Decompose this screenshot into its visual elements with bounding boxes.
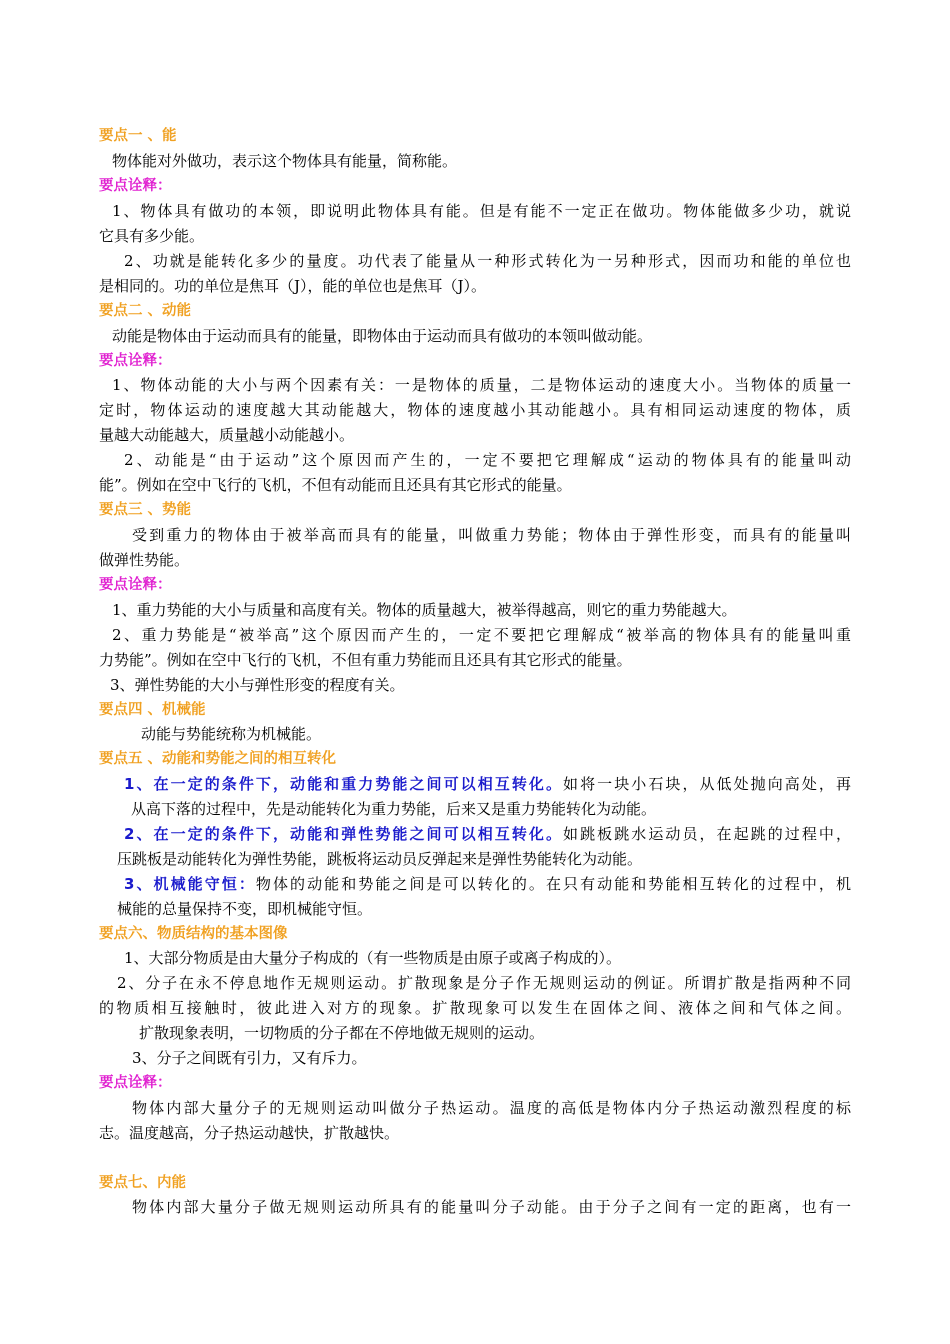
section-2-note-1-line-2: 定时，物体运动的速度越大其动能越大，物体的速度越小其动能越小。具有相同运动速度的物体，质	[99, 401, 851, 419]
section-6-note-line-1: 物体内部大量分子的无规则运动叫做分子热运动。温度的高低是物体内分子热运动激烈程度的标	[132, 1099, 851, 1117]
section-5-item-1-emphasis: 1、在一定的条件下，动能和重力势能之间可以相互转化。	[124, 775, 564, 793]
section-4-paragraph: 动能与势能统称为机械能。	[141, 725, 322, 743]
section-5-item-3-line-2: 械能的总量保持不变，即机械能守恒。	[117, 900, 373, 918]
section-5-item-2-line-2: 压跳板是动能转化为弹性势能，跳板将运动员反弹起来是弹性势能转化为动能。	[117, 850, 643, 868]
section-6-item-2-line-3: 扩散现象表明，一切物质的分子都在不停地做无规则的运动。	[139, 1024, 545, 1042]
section-5-item-3-line-1	[124, 872, 851, 897]
section-5-title: 要点五 、动能和势能之间的相互转化	[99, 751, 337, 767]
section-3-title: 要点三 、势能	[99, 502, 192, 518]
section-2-note-1-line-3: 量越大动能越大，质量越小动能越小。	[99, 426, 355, 444]
section-2-note-2-line-2: 能”。例如在空中飞行的飞机，不但有动能而且还具有其它形式的能量。	[99, 476, 572, 494]
section-6-item-1: 1、大部分物质是由大量分子构成的（有一些物质是由原子或离子构成的）。	[124, 949, 622, 967]
section-5-item-3-emphasis: 3、机械能守恒：	[124, 875, 256, 893]
section-2-note-1-line-1: 1、物体动能的大小与两个因素有关：一是物体的质量，二是物体运动的速度大小。当物体的质量一	[112, 376, 851, 394]
section-5-item-3-text: 物体的动能和势能之间是可以转化的。在只有动能和势能相互转化的过程中，机	[255, 875, 851, 893]
section-2-note-title: 要点诠释：	[99, 353, 172, 369]
section-2-note-2-line-1: 2、动能是“由于运动”这个原因而产生的，一定不要把它理解成“运动的物体具有的能量叫动	[124, 451, 851, 469]
section-1-note-title: 要点诠释：	[99, 178, 172, 194]
section-6-item-2-line-2: 的物质相互接触时，彼此进入对方的现象。扩散现象可以发生在固体之间、液体之间和气体之间。	[99, 999, 851, 1017]
section-6-note-line-2: 志。温度越高，分子热运动越快，扩散越快。	[99, 1124, 400, 1142]
section-5-item-1-text: 如将一块小石块，从低处抛向高处，再	[563, 775, 851, 793]
section-7-title: 要点七、内能	[99, 1175, 186, 1191]
section-1-note-2-line-2: 是相同的。功的单位是焦耳（J），能的单位也是焦耳（J）。	[99, 277, 487, 295]
section-6-item-3: 3、分子之间既有引力，又有斥力。	[132, 1049, 367, 1067]
section-3-paragraph-line-1: 受到重力的物体由于被举高而具有的能量，叫做重力势能；物体由于弹性形变，而具有的能量叫	[132, 526, 851, 544]
section-2-title: 要点二 、动能	[99, 303, 192, 319]
section-1-note-2-line-1: 2、功就是能转化多少的量度。功代表了能量从一种形式转化为一另种形式，因而功和能的单位也	[124, 252, 851, 270]
section-1-paragraph: 物体能对外做功，表示这个物体具有能量，简称能。	[112, 152, 458, 170]
section-5-item-2-text: 如跳板跳水运动员，在起跳的过程中，	[563, 825, 851, 843]
section-1-note-1-line-1: 1、物体具有做功的本领，即说明此物体具有能。但是有能不一定正在做功。物体能做多少功，就说	[112, 202, 851, 220]
section-3-note-3: 3、弹性势能的大小与弹性形变的程度有关。	[110, 676, 405, 694]
section-6-item-2-line-1: 2、分子在永不停息地作无规则运动。扩散现象是分子作无规则运动的例证。所谓扩散是指两种不同	[117, 974, 851, 992]
section-6-title: 要点六、物质结构的基本图像	[99, 926, 288, 942]
section-1-note-1-line-2: 它具有多少能。	[99, 227, 205, 245]
section-6-note-title: 要点诠释：	[99, 1075, 172, 1091]
section-3-paragraph-line-2: 做弹性势能。	[99, 551, 190, 569]
section-5-item-1-line-2: 从高下落的过程中，先是动能转化为重力势能，后来又是重力势能转化为动能。	[131, 800, 657, 818]
section-5-item-2-emphasis: 2、在一定的条件下，动能和弹性势能之间可以相互转化。	[124, 825, 564, 843]
section-5-item-1-line-1	[124, 772, 851, 797]
section-3-note-title: 要点诠释：	[99, 577, 172, 593]
section-2-paragraph: 动能是物体由于运动而具有的能量，即物体由于运动而具有做功的本领叫做动能。	[112, 327, 653, 345]
section-3-note-2-line-2: 力势能”。例如在空中飞行的飞机，不但有重力势能而且还具有其它形式的能量。	[99, 651, 632, 669]
section-3-note-1: 1、重力势能的大小与质量和高度有关。物体的质量越大，被举得越高，则它的重力势能越大。	[112, 601, 737, 619]
section-7-paragraph-line-1: 物体内部大量分子做无规则运动所具有的能量叫分子动能。由于分子之间有一定的距离，也有一	[132, 1198, 851, 1216]
section-1-title: 要点一 、能	[99, 128, 177, 144]
section-3-note-2-line-1: 2、重力势能是“被举高”这个原因而产生的，一定不要把它理解成“被举高的物体具有的能量叫重	[112, 626, 851, 644]
section-4-title: 要点四 、机械能	[99, 702, 206, 718]
section-5-item-2-line-1	[124, 822, 851, 847]
